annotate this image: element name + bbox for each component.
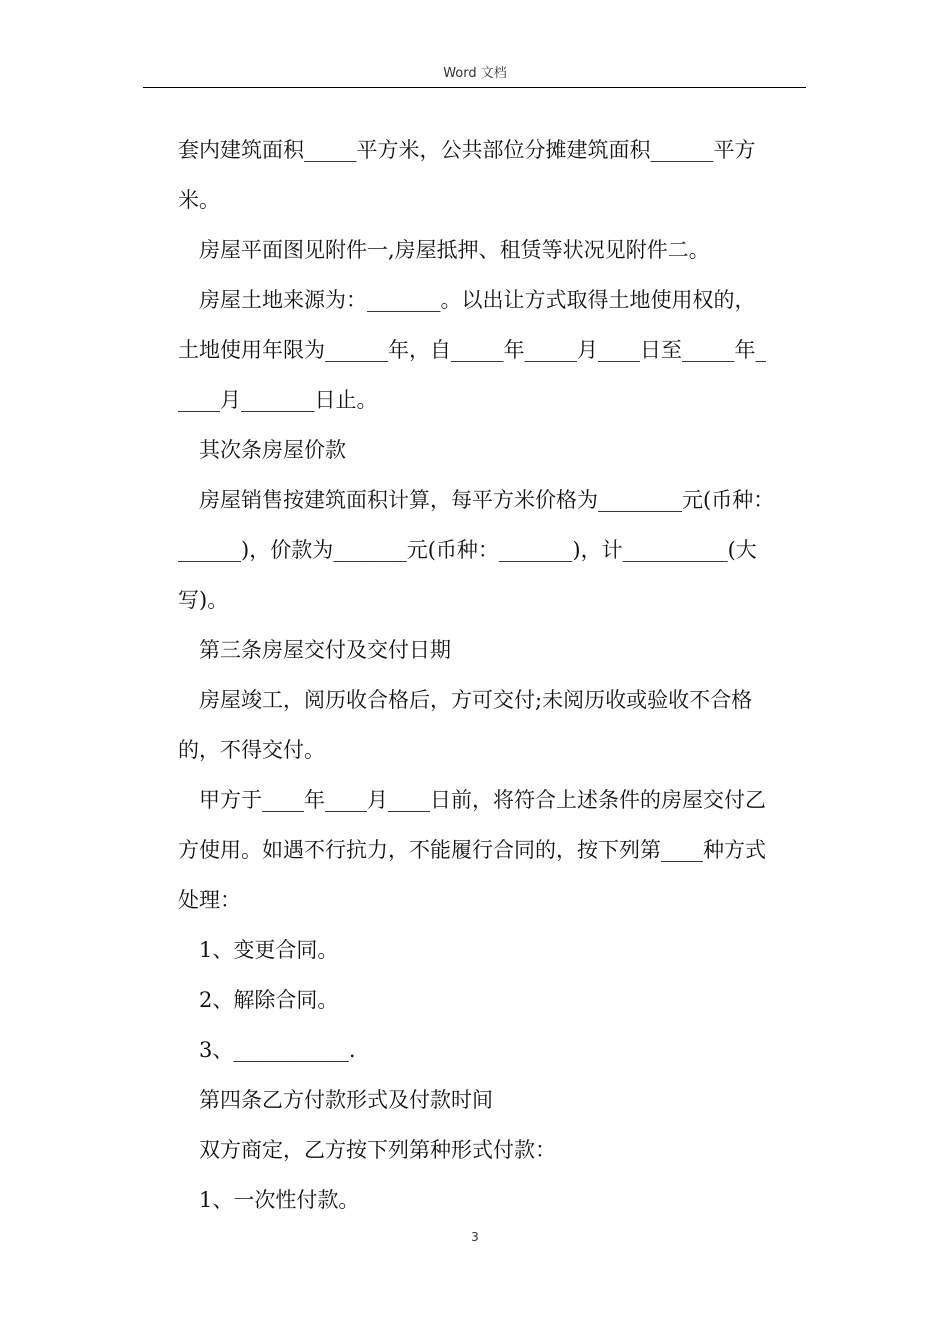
text-line: 写)。 [178, 588, 229, 612]
text-line: 房屋销售按建筑面积计算，每平方米价格为________元(币种： [199, 488, 775, 512]
text-line: ______)，价款为_______元(币种：_______)，计__________(大 [178, 538, 757, 562]
text-line: ____月_______日止。 [178, 388, 378, 412]
text-line: 土地使用年限为______年，自_____年_____月____日至_____年_ [178, 338, 766, 362]
text-line: 甲方于____年____月____日前，将符合上述条件的房屋交付乙 [199, 788, 766, 812]
list-item: 1、变更合同。 [199, 938, 339, 962]
text-line: 处理： [178, 888, 241, 912]
list-item: 3、___________. [199, 1038, 356, 1062]
section-heading: 其次条房屋价款 [199, 438, 346, 462]
text-line: 房屋平面图见附件一,房屋抵押、租赁等状况见附件二。 [199, 238, 710, 262]
list-item: 2、解除合同。 [199, 988, 339, 1012]
section-heading: 第四条乙方付款形式及付款时间 [199, 1088, 493, 1112]
page-header: Word 文档 [443, 66, 507, 81]
text-line: 套内建筑面积_____平方米，公共部位分摊建筑面积______平方 [178, 138, 756, 162]
text-line: 房屋竣工，阅历收合格后，方可交付;未阅历收或验收不合格 [199, 688, 753, 712]
list-item: 1、一次性付款。 [199, 1188, 360, 1212]
header-divider [143, 87, 806, 88]
text-line: 双方商定，乙方按下列第种形式付款： [199, 1138, 556, 1162]
text-line: 的，不得交付。 [178, 738, 325, 762]
document-body [178, 125, 808, 1225]
page-number: 3 [471, 1230, 479, 1244]
section-heading: 第三条房屋交付及交付日期 [199, 638, 451, 662]
text-line: 米。 [178, 188, 220, 212]
text-line: 房屋土地来源为：_______。以出让方式取得土地使用权的， [199, 288, 756, 312]
text-line: 方使用。如遇不行抗力，不能履行合同的，按下列第____种方式 [178, 838, 766, 862]
